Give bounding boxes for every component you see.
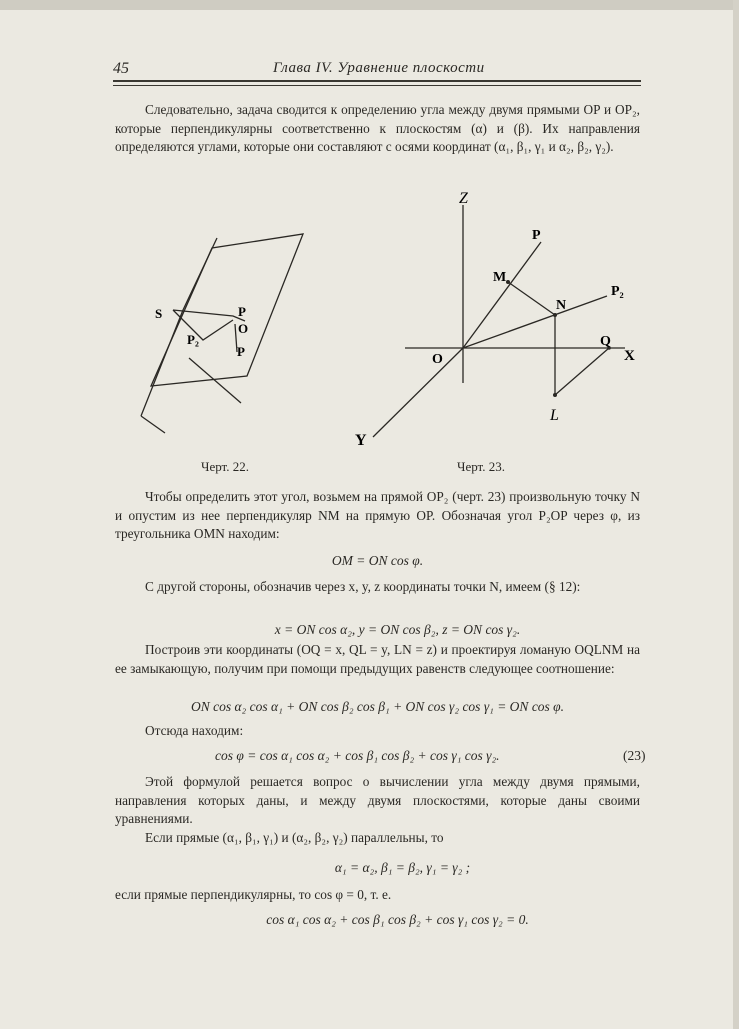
fig23-segment-NM bbox=[508, 282, 555, 315]
formula-om: OM = ON cos φ. bbox=[331, 553, 424, 568]
caption-figure-23: Черт. 23. bbox=[457, 459, 506, 474]
fig23-point-L bbox=[553, 393, 557, 397]
paragraph-formula-use: Этой формулой решается вопрос о вычислении угла между двумя прямыми, направления которых даны, и между двумя плоскостями, которые даны своими уравнениями. bbox=[115, 774, 640, 826]
paragraph-parallel: Если прямые (α₁, β₁, γ₁) и (α₂, β₂, γ₂) параллельны, то bbox=[145, 830, 444, 845]
fig22-label-O: O bbox=[238, 321, 249, 336]
fig23-point-M bbox=[506, 280, 510, 284]
fig23-point-N bbox=[553, 313, 557, 317]
paragraph-perpendicular: если прямые перпендикулярны, то cos φ = 0, т. е. bbox=[115, 887, 392, 902]
fig23-label-L: L bbox=[550, 407, 559, 424]
fig23-label-Z: Z bbox=[459, 190, 468, 207]
fig23-label-M: M bbox=[493, 270, 507, 285]
figure-23 bbox=[345, 185, 645, 460]
fig22-label-P2: P₂ bbox=[187, 332, 199, 347]
fig23-label-Y: Y bbox=[355, 432, 367, 449]
caption-figure-22: Черт. 22. bbox=[201, 459, 250, 474]
formula-23: cos φ = cos α₁ cos α₂ + cos β₁ cos β₂ + cos γ₁ cos γ₂. bbox=[215, 748, 500, 763]
fig23-label-Q: Q bbox=[600, 334, 611, 349]
page-right-edge bbox=[733, 0, 739, 1029]
fig22-label-P-top: P bbox=[238, 304, 246, 319]
fig23-label-X: X bbox=[624, 348, 635, 364]
formula-xyz: x = ON cos α₂, y = ON cos β₂, z = ON cos γ₂. bbox=[274, 622, 521, 637]
formula-parallel: α₁ = α₂, β₁ = β₂, γ₁ = γ₂ ; bbox=[334, 860, 471, 875]
page-header bbox=[113, 60, 641, 80]
header-rule-thick bbox=[113, 80, 641, 82]
fig23-label-P2: P₂ bbox=[611, 284, 624, 299]
running-head: Глава IV. Уравнение плоскости bbox=[273, 60, 485, 76]
paragraph-angle: Чтобы определить этот угол, возьмем на прямой OP₂ (черт. 23) произвольную точку N и опустим из нее перпендикуляр NM на прямую OP. Обозначая угол P₂OP через φ, из треугольника OMN находим: bbox=[115, 489, 640, 541]
fig23-line-OP2 bbox=[463, 296, 607, 348]
page-top-edge bbox=[0, 0, 739, 10]
fig22-label-P-bottom: P bbox=[237, 344, 245, 359]
page-number: 45 bbox=[113, 60, 129, 77]
fig23-label-P: P bbox=[532, 228, 541, 243]
paragraph-hence: Отсюда находим: bbox=[145, 723, 244, 738]
fig23-segment-QL bbox=[555, 348, 609, 395]
paragraph-intro: Следовательно, задача сводится к определению угла между двумя прямыми OP и OP₂, которые перпендикулярны соответственно к плоскостям (α) и (β). Их направления определяются углами, которые они составляют с осями координат (α₁, β₁, γ₁ и α₂, β₂, γ₂). bbox=[115, 102, 640, 154]
fig23-label-O: O bbox=[432, 352, 443, 367]
fig22-label-S: S bbox=[155, 306, 163, 321]
formula-perpendicular: cos α₁ cos α₂ + cos β₁ cos β₂ + cos γ₁ cos γ₂ = 0. bbox=[266, 912, 529, 927]
figure-22 bbox=[125, 228, 315, 448]
paragraph-coordinates: С другой стороны, обозначив через x, y, z координаты точки N, имеем (§ 12): bbox=[145, 579, 581, 594]
fig23-line-OP bbox=[463, 242, 541, 348]
fig23-axis-y bbox=[373, 348, 463, 437]
fig22-segments bbox=[173, 310, 245, 352]
header-rule-thin bbox=[113, 85, 641, 86]
formula-projection: ON cos α₂ cos α₁ + ON cos β₂ cos β₁ + ON cos γ₂ cos γ₁ = ON cos φ. bbox=[190, 699, 565, 714]
paragraph-projection: Построив эти координаты (OQ = x, QL = y, LN = z) и проектируя ломаную OQLNM на ее замыкающую, получим при помощи предыдущих равенств следующее соотношение: bbox=[115, 642, 640, 676]
equation-number: (23) bbox=[623, 748, 646, 763]
fig23-label-N: N bbox=[556, 298, 567, 313]
